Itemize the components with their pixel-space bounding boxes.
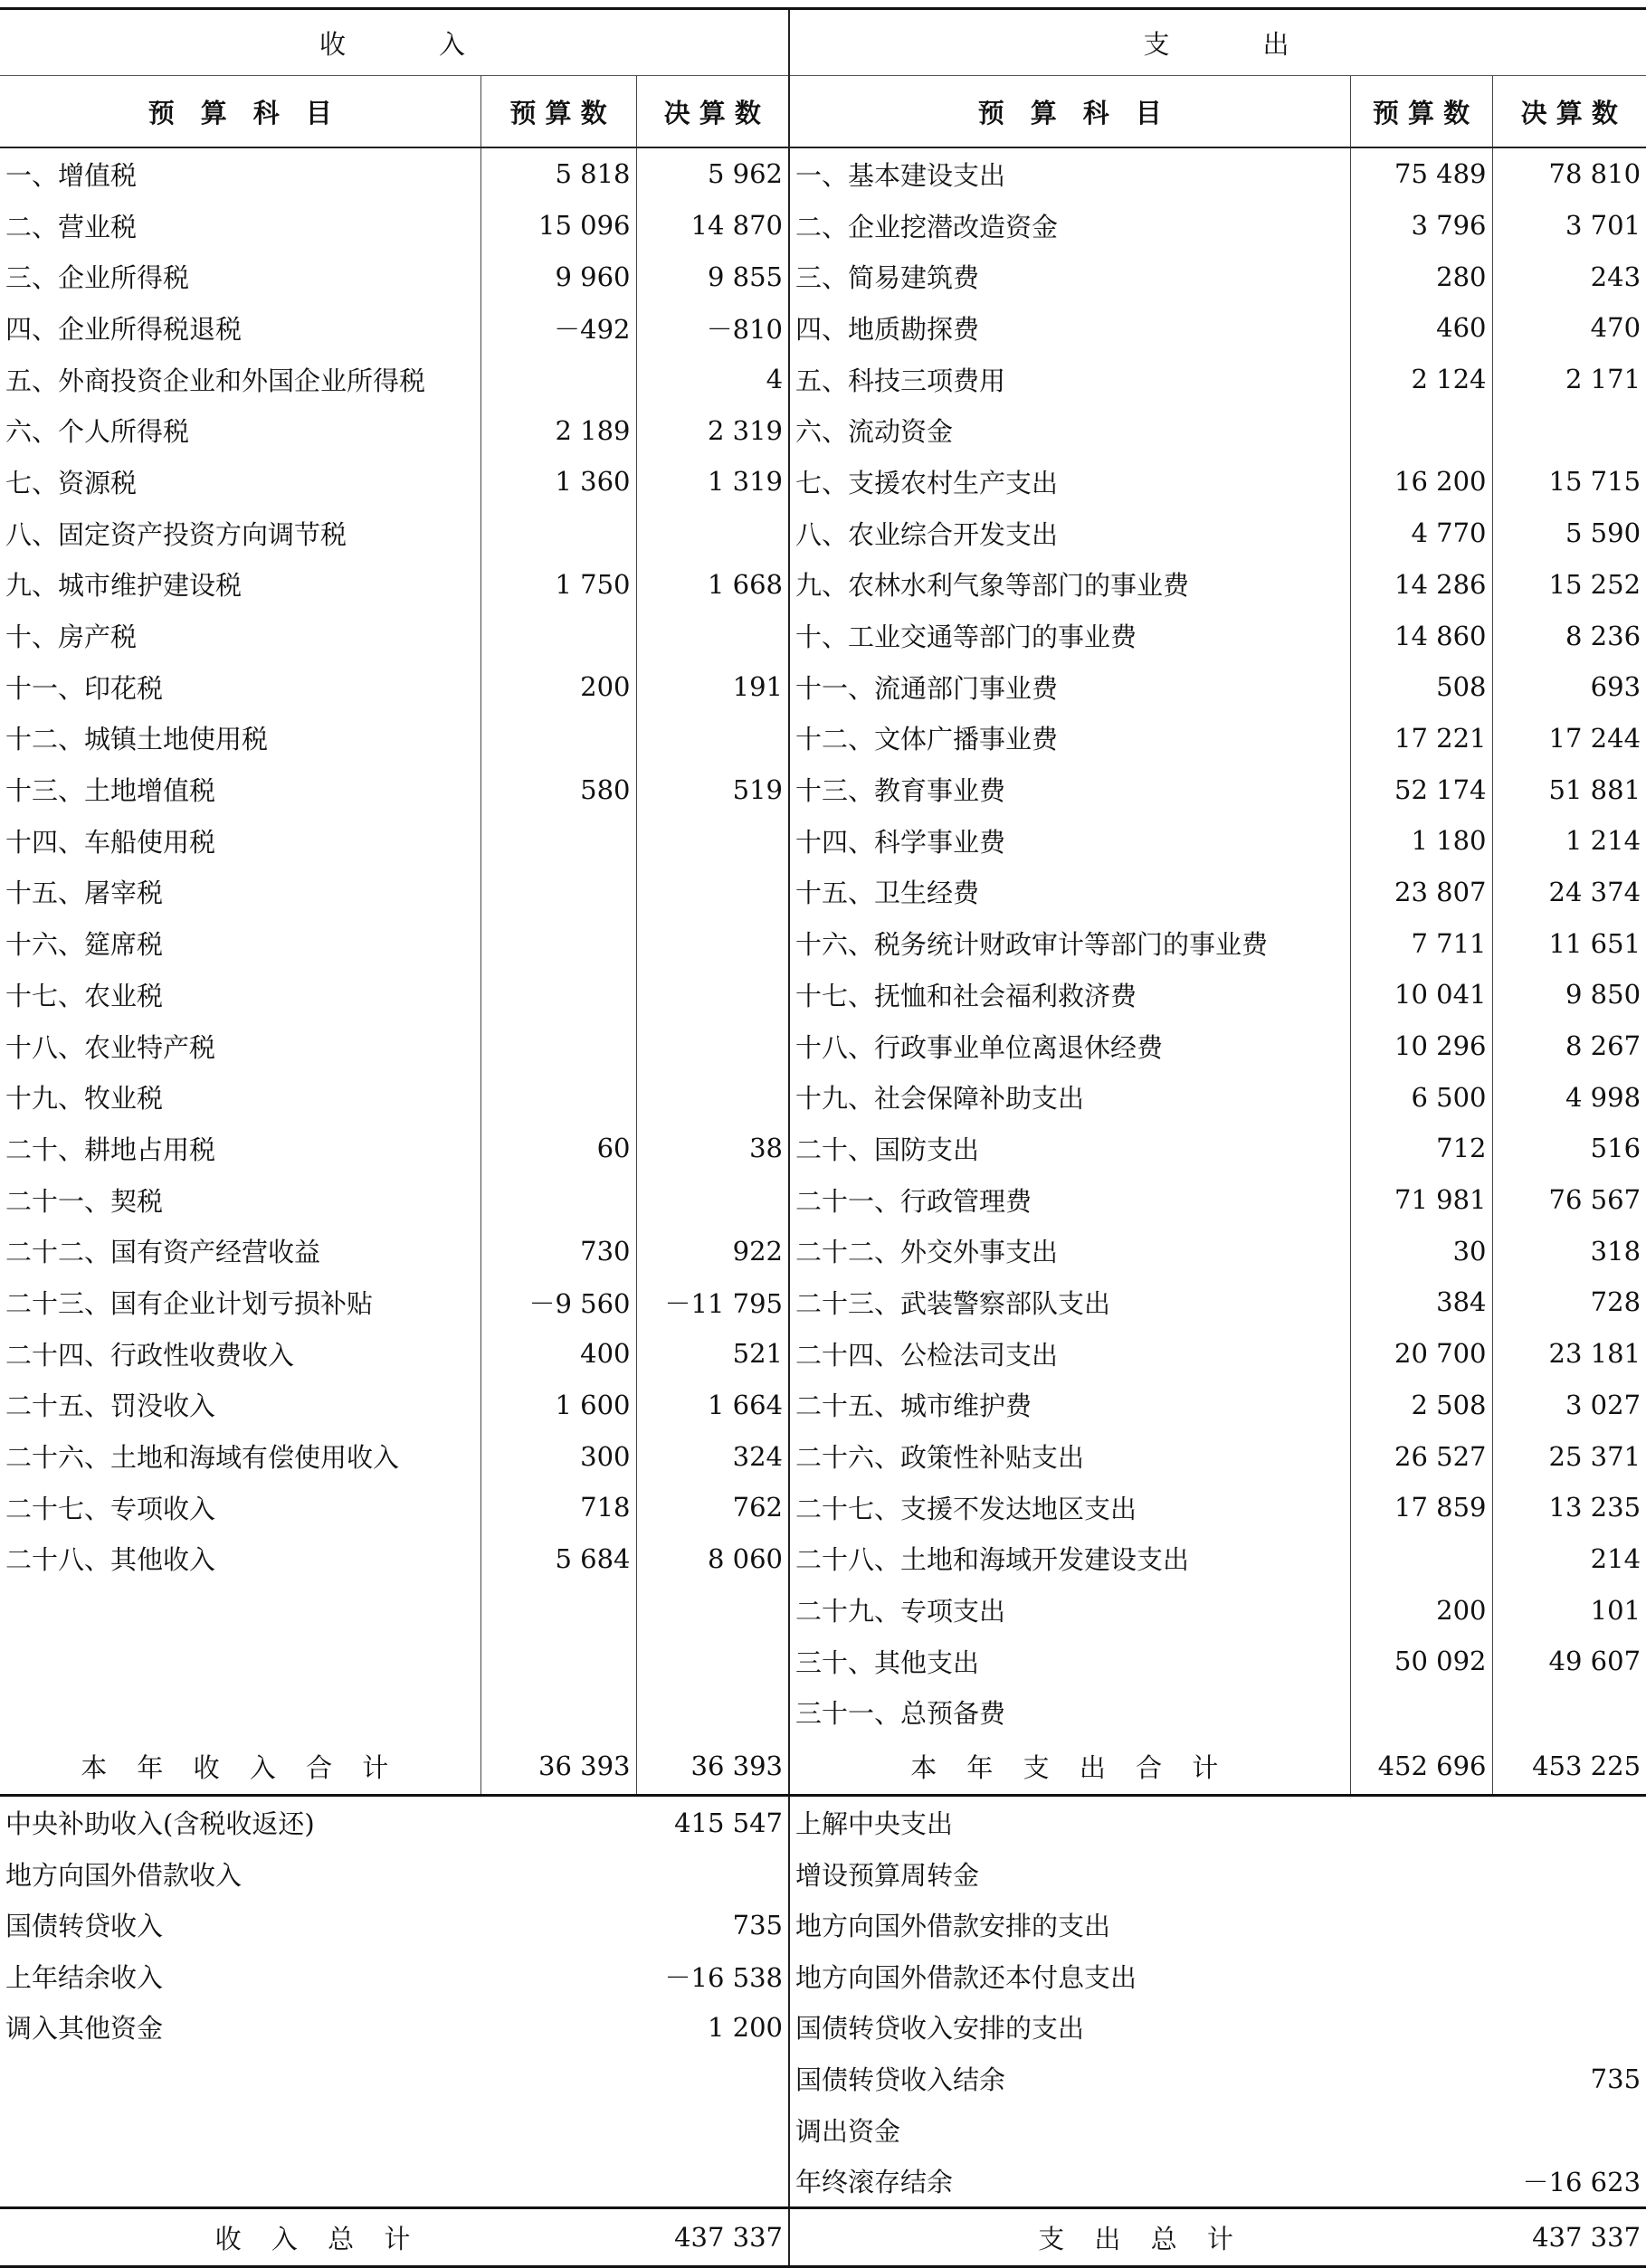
expense-item-budget: 4 770 [1350,508,1492,559]
expense-other-name: 地方向国外借款安排的支出 [789,1900,1492,1951]
income-item-name [0,1584,480,1636]
expense-other-value [1492,1796,1646,1848]
table-row [0,200,1646,251]
expense-subject-header: 预 算 科 目 [789,76,1350,148]
table-row [0,867,1646,918]
income-budget-header: 预 算 数 [480,76,636,148]
table-row [0,1174,1646,1226]
table-row [0,2053,1646,2104]
expense-item-final [1492,404,1646,456]
expense-item-budget [1350,1687,1492,1739]
income-item-final: 8 060 [636,1533,789,1585]
expense-item-final: 243 [1492,251,1646,302]
expense-item-final: 214 [1492,1533,1646,1585]
expense-item-name: 四、地质勘探费 [789,302,1350,354]
expense-item-budget: 712 [1350,1123,1492,1174]
table-row [0,1225,1646,1276]
income-item-final [636,867,789,918]
expense-item-name: 二十五、城市维护费 [789,1380,1350,1431]
expense-item-budget: 71 981 [1350,1174,1492,1226]
income-item-budget: 300 [480,1430,636,1482]
expense-item-name: 二十四、公检法司支出 [789,1328,1350,1380]
income-item-name: 六、个人所得税 [5,416,190,448]
income-item-final: 38 [636,1123,789,1174]
income-item-final [636,1020,789,1072]
expense-item-name: 八、农业综合开发支出 [789,508,1350,559]
expense-other-name: 调出资金 [789,2104,1492,2156]
table-row [0,661,1646,713]
income-item-budget: 718 [480,1482,636,1533]
income-item-budget: 15 096 [480,200,636,251]
income-item-name: 十六、筵席税 [5,929,164,961]
income-section-title: 收 入 [0,9,789,76]
expense-other-name: 上解中央支出 [789,1796,1492,1848]
expense-item-name: 二、企业挖潜改造资金 [789,200,1350,251]
year-total-row [0,1738,1646,1796]
expense-item-name: 十五、卫生经费 [789,867,1350,918]
expense-item-final: 13 235 [1492,1482,1646,1533]
expense-item-budget: 30 [1350,1225,1492,1276]
expense-item-final: 101 [1492,1584,1646,1636]
income-item-name: 七、资源税 [5,467,138,498]
expense-item-final: 2 171 [1492,354,1646,405]
income-item-budget: 580 [480,764,636,815]
income-item-name: 十七、农业税 [5,980,164,1011]
expense-item-final: 24 374 [1492,867,1646,918]
expense-item-budget: 17 221 [1350,713,1492,764]
income-year-total-label: 本 年 收 入 合 计 [0,1738,480,1796]
income-item-budget: 200 [480,661,636,713]
expense-item-name: 十六、税务统计财政审计等部门的事业费 [789,917,1350,969]
expense-item-final: 11 651 [1492,917,1646,969]
table-row [0,1380,1646,1431]
table-row [0,508,1646,559]
budget-table [0,7,1646,2268]
income-item-name: 十三、土地增值税 [5,775,216,807]
income-item-final [636,1636,789,1687]
income-item-final: －810 [636,302,789,354]
expense-item-name: 二十三、武装警察部队支出 [789,1276,1350,1328]
income-item-final: 324 [636,1430,789,1482]
income-item-final [636,1174,789,1226]
income-item-budget [480,1071,636,1123]
income-other-value [636,2053,789,2104]
income-item-budget: 1 360 [480,456,636,508]
income-item-name: 二十一、契税 [5,1185,164,1217]
table-row [0,559,1646,611]
expense-other-value: 735 [1590,2063,1641,2094]
income-other-name: 调入其他资金 [5,2013,164,2045]
expense-other-name: 国债转贷收入安排的支出 [789,2002,1492,2054]
expense-section-title: 支 出 [789,9,1646,76]
income-item-budget: －9 560 [480,1276,636,1328]
expense-item-name: 三十、其他支出 [789,1636,1350,1687]
expense-item-name: 十七、抚恤和社会福利救济费 [789,969,1350,1020]
expense-item-final [1492,1687,1646,1739]
expense-item-final: 470 [1492,302,1646,354]
income-other-name: 上年结余收入 [5,1961,164,1993]
expense-budget-header: 预 算 数 [1350,76,1492,148]
income-item-budget: 5 818 [480,147,636,200]
income-item-name: 二十八、其他收入 [5,1544,216,1576]
table-row [0,917,1646,969]
table-row [0,1848,1646,1900]
expense-item-final: 8 267 [1492,1020,1646,1072]
expense-item-name: 二十九、专项支出 [789,1584,1350,1636]
table-row [0,251,1646,302]
expense-item-budget: 14 860 [1350,610,1492,661]
income-item-budget: 2 189 [480,404,636,456]
income-item-name: 三、企业所得税 [5,262,190,294]
income-other-value: 415 547 [674,1807,784,1838]
income-item-name: 十九、牧业税 [5,1083,164,1115]
expense-item-budget [1350,1533,1492,1585]
income-item-final [636,815,789,867]
expense-item-name: 三、简易建筑费 [789,251,1350,302]
income-item-final [636,1687,789,1739]
expense-item-name: 十九、社会保障补助支出 [789,1071,1350,1123]
expense-item-final: 3 027 [1492,1380,1646,1431]
income-other-value: 1 200 [707,2011,784,2043]
table-row [0,713,1646,764]
income-item-name: 二十三、国有企业计划亏损补贴 [5,1287,374,1319]
table-row [0,969,1646,1020]
income-item-final [636,1071,789,1123]
expense-item-name: 十八、行政事业单位离退休经费 [789,1020,1350,1072]
expense-other-name: 年终滚存结余 [789,2155,1492,2207]
grand-total-row [0,2208,1646,2267]
income-item-name [0,1687,480,1739]
table-row [0,1584,1646,1636]
expense-grand-total-label: 支 出 总 计 [789,2208,1492,2267]
table-row [0,1687,1646,1739]
table-row [0,1430,1646,1482]
income-item-final: －11 795 [636,1276,789,1328]
income-item-name: 二十五、罚没收入 [5,1390,216,1422]
expense-item-name: 三十一、总预备费 [789,1687,1350,1739]
income-item-final: 14 870 [636,200,789,251]
expense-item-name: 六、流动资金 [789,404,1350,456]
expense-item-budget: 14 286 [1350,559,1492,611]
expense-item-name: 七、支援农村生产支出 [789,456,1350,508]
expense-item-final: 25 371 [1492,1430,1646,1482]
expense-other-value: －16 623 [1522,2167,1641,2198]
expense-item-final: 9 850 [1492,969,1646,1020]
income-year-total-final: 36 393 [636,1738,789,1796]
income-item-name: 八、固定资产投资方向调节税 [5,518,347,550]
expense-final-header: 决 算 数 [1492,76,1646,148]
section-header-row [0,9,1646,76]
expense-other-name: 地方向国外借款还本付息支出 [789,1950,1492,2002]
expense-item-budget: 10 296 [1350,1020,1492,1072]
income-item-budget: 400 [480,1328,636,1380]
income-item-final: 9 855 [636,251,789,302]
income-item-name: 十、房产税 [5,622,138,653]
income-item-final: 521 [636,1328,789,1380]
expense-item-final: 17 244 [1492,713,1646,764]
expense-item-final: 3 701 [1492,200,1646,251]
expense-item-name: 十、工业交通等部门的事业费 [789,610,1350,661]
income-item-name: 十八、农业特产税 [5,1031,216,1063]
expense-item-budget: 280 [1350,251,1492,302]
expense-item-budget: 2 124 [1350,354,1492,405]
expense-item-name: 二十七、支援不发达地区支出 [789,1482,1350,1533]
income-item-name: 二十、耕地占用税 [5,1134,216,1165]
expense-item-final: 8 236 [1492,610,1646,661]
income-grand-total-label: 收 入 总 计 [0,2208,636,2267]
table-row [0,2104,1646,2156]
income-item-final [636,969,789,1020]
expense-item-final: 76 567 [1492,1174,1646,1226]
table-row [0,610,1646,661]
expense-other-value [1492,1950,1646,2002]
expense-year-total-label: 本 年 支 出 合 计 [789,1738,1350,1796]
expense-item-budget: 2 508 [1350,1380,1492,1431]
income-item-budget [480,508,636,559]
income-item-budget [480,815,636,867]
income-item-final [636,917,789,969]
table-row [0,1123,1646,1174]
income-item-name: 二十七、专项收入 [5,1493,216,1524]
expense-item-final: 78 810 [1492,147,1646,200]
income-item-budget [480,1584,636,1636]
income-item-name: 十二、城镇土地使用税 [5,724,269,755]
income-item-budget [480,917,636,969]
income-grand-total-value: 437 337 [636,2208,789,2267]
expense-item-final: 516 [1492,1123,1646,1174]
expense-other-value [1492,2002,1646,2054]
table-row [0,1482,1646,1533]
expense-item-final: 5 590 [1492,508,1646,559]
expense-year-total-budget: 452 696 [1350,1738,1492,1796]
expense-item-budget [1350,404,1492,456]
income-item-name: 十五、屠宰税 [5,878,164,909]
expense-item-name: 十三、教育事业费 [789,764,1350,815]
income-item-name: 十一、印花税 [5,672,164,704]
expense-item-name: 二十一、行政管理费 [789,1174,1350,1226]
income-final-header: 决 算 数 [636,76,789,148]
income-item-budget: 60 [480,1123,636,1174]
income-item-final: 191 [636,661,789,713]
table-row [0,302,1646,354]
expense-item-name: 二十六、政策性补贴支出 [789,1430,1350,1482]
income-other-name: 地方向国外借款收入 [5,1859,243,1891]
income-item-name: 二十六、土地和海域有偿使用收入 [5,1442,400,1474]
table-row [0,1020,1646,1072]
table-row [0,456,1646,508]
expense-item-budget: 52 174 [1350,764,1492,815]
expense-item-final: 15 252 [1492,559,1646,611]
income-item-final: 762 [636,1482,789,1533]
expense-item-budget: 20 700 [1350,1328,1492,1380]
expense-item-final: 51 881 [1492,764,1646,815]
income-item-final: 519 [636,764,789,815]
income-other-value [636,2104,789,2156]
expense-item-budget: 6 500 [1350,1071,1492,1123]
expense-item-final: 1 214 [1492,815,1646,867]
expense-other-value [1492,1900,1646,1951]
table-row [0,815,1646,867]
expense-item-final: 693 [1492,661,1646,713]
expense-item-budget: 508 [1350,661,1492,713]
table-row [0,1636,1646,1687]
table-row [0,1796,1646,1848]
expense-item-budget: 26 527 [1350,1430,1492,1482]
income-item-final [636,508,789,559]
expense-item-final: 318 [1492,1225,1646,1276]
income-item-final: 4 [636,354,789,405]
expense-item-name: 十二、文体广播事业费 [789,713,1350,764]
expense-item-budget: 16 200 [1350,456,1492,508]
table-row [0,354,1646,405]
income-other-value [636,2155,789,2207]
table-row [0,1900,1646,1951]
expense-item-final: 49 607 [1492,1636,1646,1687]
income-item-final [636,1584,789,1636]
table-row [0,147,1646,200]
expense-item-name: 九、农林水利气象等部门的事业费 [789,559,1350,611]
expense-other-name: 增设预算周转金 [789,1848,1492,1900]
table-row [0,404,1646,456]
income-item-final: 1 319 [636,456,789,508]
expense-item-budget: 1 180 [1350,815,1492,867]
expense-item-final: 4 998 [1492,1071,1646,1123]
income-item-name: 五、外商投资企业和外国企业所得税 [5,365,426,396]
expense-item-name: 五、科技三项费用 [789,354,1350,405]
income-other-value [636,1848,789,1900]
income-other-name [0,2155,636,2207]
income-other-name: 国债转贷收入 [5,1911,164,1942]
income-item-budget [480,1020,636,1072]
income-item-name: 二十二、国有资产经营收益 [5,1237,321,1268]
expense-item-budget: 50 092 [1350,1636,1492,1687]
expense-year-total-final: 453 225 [1492,1738,1646,1796]
income-item-name [0,1636,480,1687]
expense-item-name: 二十八、土地和海域开发建设支出 [789,1533,1350,1585]
expense-item-final: 728 [1492,1276,1646,1328]
income-item-final: 1 668 [636,559,789,611]
table-row [0,1533,1646,1585]
expense-item-budget: 17 859 [1350,1482,1492,1533]
income-other-name [0,2053,636,2104]
income-item-name: 二、营业税 [5,211,138,242]
table-row [0,1276,1646,1328]
expense-other-value [1492,2104,1646,2156]
income-item-budget [480,969,636,1020]
expense-item-name: 一、基本建设支出 [789,147,1350,200]
income-item-final [636,713,789,764]
income-other-name: 中央补助收入(含税收返还) [5,1808,315,1840]
table-row [0,764,1646,815]
income-item-final: 922 [636,1225,789,1276]
income-other-name [0,2104,636,2156]
income-item-budget: 730 [480,1225,636,1276]
table-row [0,1950,1646,2002]
table-row [0,2155,1646,2207]
expense-item-final: 23 181 [1492,1328,1646,1380]
expense-item-budget: 7 711 [1350,917,1492,969]
income-item-final: 1 664 [636,1380,789,1431]
income-item-name: 四、企业所得税退税 [5,313,243,345]
expense-item-budget: 200 [1350,1584,1492,1636]
expense-item-budget: 75 489 [1350,147,1492,200]
table-row [0,1071,1646,1123]
income-item-name: 一、增值税 [5,159,138,191]
income-item-budget [480,1687,636,1739]
income-other-value: －16 538 [664,1961,784,1993]
income-item-final: 5 962 [636,147,789,200]
income-other-value: 735 [732,1909,784,1941]
expense-grand-total-value: 437 337 [1492,2208,1646,2267]
income-item-budget [480,867,636,918]
income-item-name: 十四、车船使用税 [5,826,216,858]
expense-other-value [1492,1848,1646,1900]
income-item-budget: 9 960 [480,251,636,302]
income-item-final: 2 319 [636,404,789,456]
expense-item-final: 15 715 [1492,456,1646,508]
expense-item-budget: 23 807 [1350,867,1492,918]
expense-item-budget: 384 [1350,1276,1492,1328]
income-item-budget: 1 750 [480,559,636,611]
expense-item-name: 二十、国防支出 [789,1123,1350,1174]
income-item-budget [480,354,636,405]
expense-item-name: 十四、科学事业费 [789,815,1350,867]
income-item-name: 九、城市维护建设税 [5,570,243,602]
income-subject-header: 预 算 科 目 [0,76,480,148]
income-item-budget: －492 [480,302,636,354]
income-item-name: 二十四、行政性收费收入 [5,1339,295,1371]
expense-other-name: 国债转贷收入结余 [789,2053,1492,2104]
column-header-row [0,76,1646,148]
expense-item-budget: 10 041 [1350,969,1492,1020]
expense-item-name: 十一、流通部门事业费 [789,661,1350,713]
expense-item-budget: 3 796 [1350,200,1492,251]
table-row [0,2002,1646,2054]
expense-item-budget: 460 [1350,302,1492,354]
income-item-budget [480,610,636,661]
income-item-budget [480,713,636,764]
income-item-budget [480,1636,636,1687]
income-item-final [636,610,789,661]
expense-item-name: 二十二、外交外事支出 [789,1225,1350,1276]
income-item-budget: 5 684 [480,1533,636,1585]
income-item-budget: 1 600 [480,1380,636,1431]
income-year-total-budget: 36 393 [480,1738,636,1796]
table-row [0,1328,1646,1380]
income-item-budget [480,1174,636,1226]
